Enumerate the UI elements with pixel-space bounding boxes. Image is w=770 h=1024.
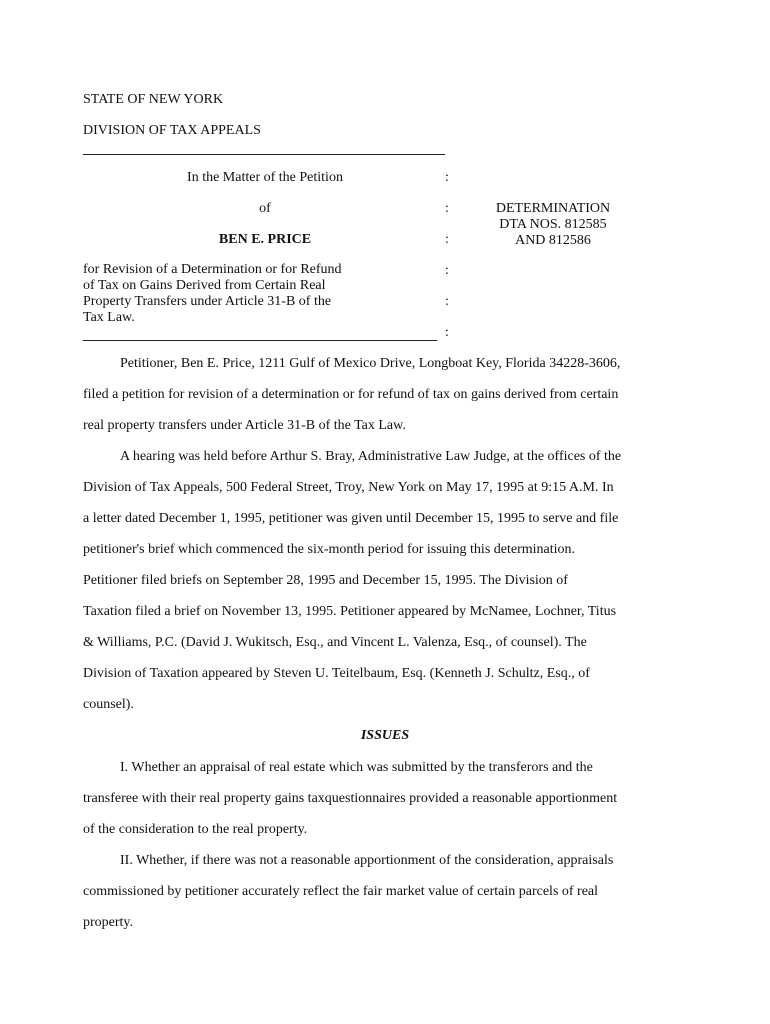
paragraph-line: filed a petition for revision of a determination or for refund of tax on gains derived from certain (83, 387, 619, 402)
of-line: of (259, 201, 271, 216)
determination-block (480, 201, 626, 249)
caption-top-rule (83, 154, 445, 155)
caption-description-line: Property Transfers under Article 31-B of the (83, 294, 332, 309)
division-heading: DIVISION OF TAX APPEALS (83, 123, 261, 138)
determination-title: DETERMINATION (495, 201, 611, 216)
petitioner-name: BEN E. PRICE (218, 232, 312, 247)
paragraph-line: Division of Tax Appeals, 500 Federal Street, Troy, New York on May 17, 1995 at 9:15 A.M. In (83, 480, 614, 495)
paragraph-line: Taxation filed a brief on November 13, 1995. Petitioner appeared by McNamee, Lochner, Titus (83, 604, 617, 619)
paragraph-hearing (83, 441, 663, 720)
caption-colon: : (445, 325, 449, 340)
paragraph-line: & Williams, P.C. (David J. Wukitsch, Esq., and Vincent L. Valenza, Esq., of counsel). The (83, 635, 587, 650)
caption-description-line: for Revision of a Determination or for Refund (83, 262, 342, 277)
caption-bottom-rule (83, 340, 437, 341)
paragraph-line: transferee with their real property gains taxquestionnaires provided a reasonable apportionment (83, 791, 618, 806)
dta-numbers: DTA NOS. 812585 (499, 217, 607, 232)
matter-line: In the Matter of the Petition (187, 170, 343, 185)
caption-colon: : (445, 170, 449, 185)
paragraph-line: A hearing was held before Arthur S. Bray, Administrative Law Judge, at the offices of the (120, 449, 622, 464)
issues-heading: ISSUES (360, 728, 410, 743)
paragraph-line: petitioner's brief which commenced the six-month period for issuing this determination. (83, 542, 576, 557)
caption-colon: : (445, 263, 449, 278)
caption-colon: : (445, 232, 449, 247)
paragraph-line: I. Whether an appraisal of real estate which was submitted by the transferors and the (120, 760, 593, 775)
paragraph-petition (83, 348, 663, 441)
caption-description (83, 262, 383, 326)
paragraph-line: counsel). (83, 697, 134, 712)
caption-description-line: of Tax on Gains Derived from Certain Real (83, 278, 326, 293)
caption-colon: : (445, 201, 449, 216)
paragraph-line: commissioned by petitioner accurately reflect the fair market value of certain parcels of real (83, 884, 599, 899)
issue-two (83, 845, 663, 938)
caption-colon: : (445, 294, 449, 309)
paragraph-line: property. (83, 915, 134, 930)
paragraph-line: Petitioner, Ben E. Price, 1211 Gulf of Mexico Drive, Longboat Key, Florida 34228-3606, (120, 356, 621, 371)
paragraph-line: II. Whether, if there was not a reasonable apportionment of the consideration, appraisals (120, 853, 614, 868)
paragraph-line: Petitioner filed briefs on September 28, 1995 and December 15, 1995. The Division of (83, 573, 568, 588)
caption-description-line: Tax Law. (83, 310, 135, 325)
paragraph-line: of the consideration to the real property. (83, 822, 308, 837)
paragraph-line: Division of Taxation appeared by Steven U. Teitelbaum, Esq. (Kenneth J. Schultz, Esq., of (83, 666, 590, 681)
paragraph-line: real property transfers under Article 31-B of the Tax Law. (83, 418, 406, 433)
dta-numbers-continued: AND 812586 (515, 233, 591, 248)
paragraph-line: a letter dated December 1, 1995, petitioner was given until December 15, 1995 to serve and file (83, 511, 619, 526)
state-heading: STATE OF NEW YORK (83, 92, 224, 107)
issue-one (83, 752, 663, 845)
